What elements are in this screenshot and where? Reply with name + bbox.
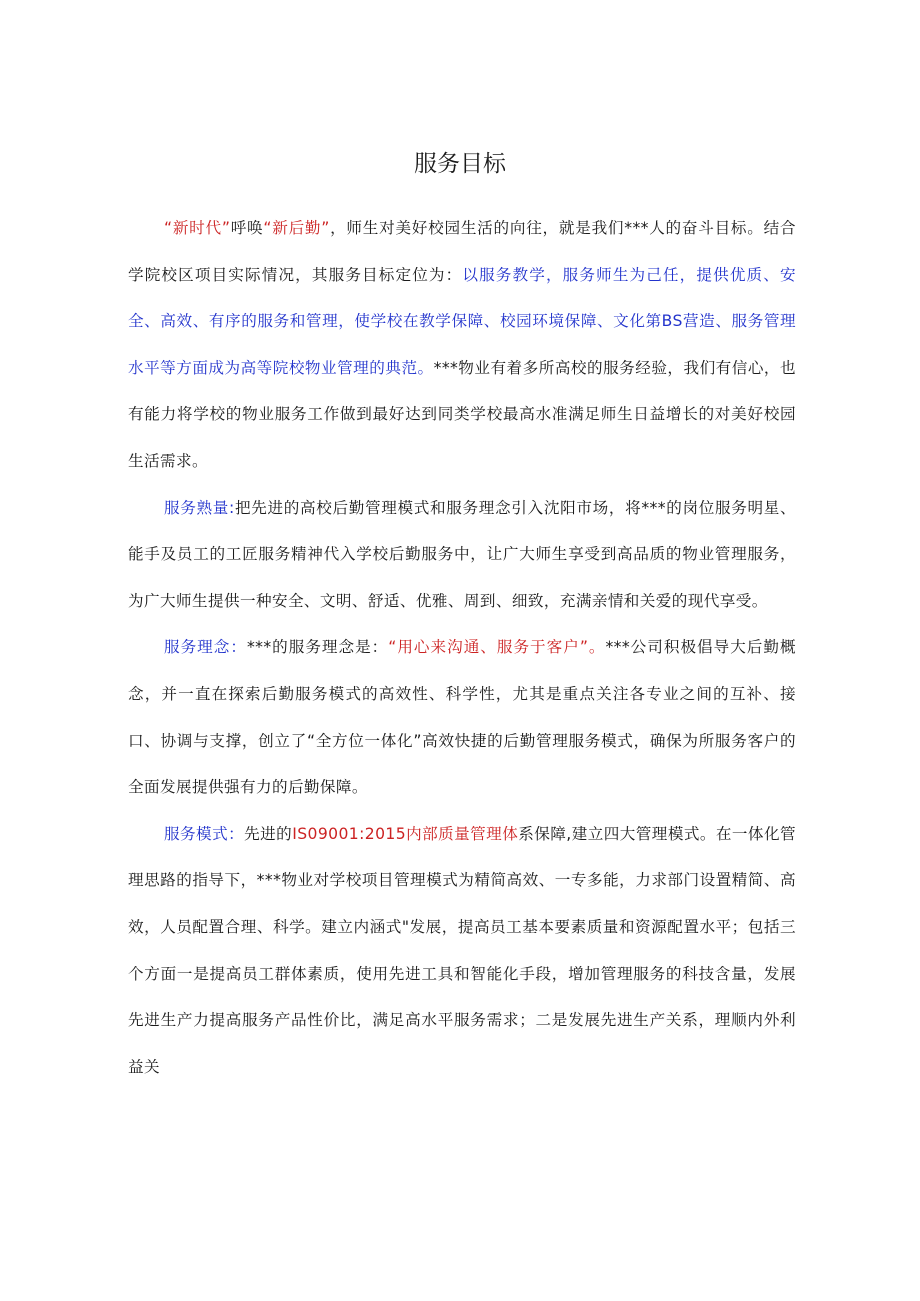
paragraph-service-mode xyxy=(128,811,796,1091)
text-segment: 呼唤 xyxy=(230,219,264,237)
section-label: 服务理念： xyxy=(164,638,247,657)
text-segment: ***物业有着多所高校的服务经验，我们有信心，也有能力将学校的物业服务工作做到最好达到同类学校最高水准满足师生日益增长的对美好校园生活需求。 xyxy=(128,358,796,470)
quote-new-logistics: “新后勤” xyxy=(263,219,330,237)
service-goal-statement: 以服务教学，服务师生为己任，提供优质、安全、高效、有序的服务和管理，使学校在教学保障、校园环境保障、文化第BS营造、服务管理水平等方面成为高等院校物业管理的典范。 xyxy=(128,265,796,377)
text-segment: 先进的 xyxy=(244,824,293,843)
page-title: 服务目标 xyxy=(414,151,506,177)
quote-new-era: “新时代” xyxy=(164,219,231,237)
text-segment: 系保障,建立四大管理模式。在一体化管理思路的指导下，***物业对学校项目管理模式为精简高效、一专多能，力求部门设置精简、高效，人员配置合理、科学。建立内涵式"发展，提高员工基本要素质量和资源配置水平；包括三个方面一是提高员工群体素质，使用先进工具和智能化手段，增加管理服务的科技含量，发展先进生产力提高服务产品性价比，满足高水平服务需求；二是发展先进生产关系，理顺内外利益关 xyxy=(128,824,796,1076)
section-label: 服务模式： xyxy=(164,824,245,843)
paragraph-service-goal xyxy=(128,205,796,485)
text-segment: ***的服务理念是： xyxy=(246,638,389,657)
quality-standard: IS09001:2015内部质量管理体 xyxy=(292,824,519,843)
text-segment: 把先进的高校后勤管理模式和服务理念引入沈阳市场，将***的岗位服务明星、能手及员工的工匠服务精神代入学校后勤服务中，让广大师生享受到高品质的物业管理服务，为广大师生提供一种安全、文明、舒适、优雅、周到、细致，充满亲情和关爱的现代享受。 xyxy=(128,498,796,610)
text-segment: ，师生对美好校园生活的向往，就是我们***人的奋斗目标。结合学院校区项目实际情况，其服务目标定位为： xyxy=(128,219,796,284)
paragraph-service-quality xyxy=(128,485,796,625)
document-body xyxy=(128,205,796,1090)
text-segment: ***公司积极倡导大后勤概念，并一直在探索后勤服务模式的高效性、科学性，尤其是重点关注各专业之间的互补、接口、协调与支撑，创立了“全方位一体化”高效快捷的后勤管理服务模式，确保为所服务客户的全面发展提供强有力的后勤保障。 xyxy=(128,638,796,797)
section-label: 服务熟量: xyxy=(164,498,235,517)
service-slogan: “用心来沟通、服务于客户”。 xyxy=(388,638,606,657)
paragraph-service-concept xyxy=(128,624,796,810)
